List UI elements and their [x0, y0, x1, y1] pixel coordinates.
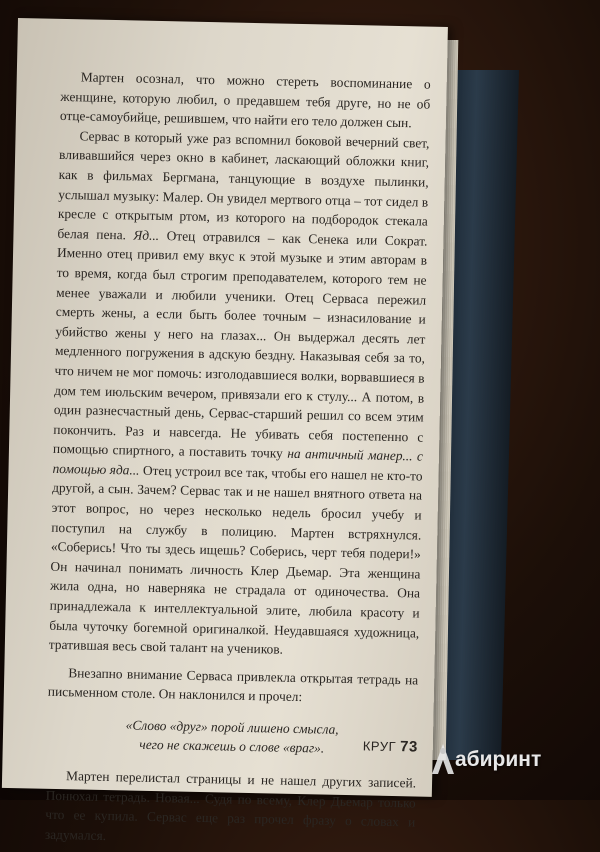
paragraph-2-cont: Отец отравился – как Сенека или Сократ. Именно отец привил ему вкус к этой музыке и этим авторам в то время, когда был строгим преподавателем, которого тем не менее уважали и любили ученики. Отец Серваса пережил смерть жены, а если быть более точным – изнасилование и убийство жены у него на глазах... Он выдержал десять лет медленного погружения в адскую бездну. Наказывая себя за то, что ничем не мог помочь: изголодавшиеся волки, ворвавшиеся в дом тем июльским вечером, привязали его к стулу... А потом, в один разнесчастный день, Сервас-старший решил со всем этим покончить. Раз и навсегда. Не убивать себя постепенно с помощью спиртного, а поставить точку — [52, 227, 428, 461]
paragraph-2-text: Сервас в который уже раз вспомнил боковой вечерний свет, вливавшийся через окно в кабинет, ласкающий обложки книг, как в фильмах Бергмана, танцующие в воздухе пылинки, услышал музыку: Малер. Он увидел мертвого отца – тот сидел в кресле с открытым ртом, из которого на подбородок стекала белая пена. — [57, 128, 430, 243]
quote-line-2: чего не скажешь о слове «враг». — [139, 736, 325, 756]
page-footer — [363, 737, 418, 755]
page-text — [45, 67, 431, 852]
paragraph-4: Мартен перелистал страницы и не нашел других записей. Понюхал тетрадь. Новая... Судя по всему, Клер Дьемар только что ее купила. Сервас еще раз прочел фразу о словах и задумался. — [44, 768, 417, 843]
labirint-logo-text: абиринт — [455, 748, 542, 771]
book-page — [2, 18, 448, 843]
running-head: КРУГ — [362, 738, 397, 755]
paragraph-2 — [49, 126, 430, 663]
italic-yad: Яд... — [133, 227, 160, 243]
paragraph-2-end: Отец устроил все так, чтобы его нашел не кто-то другой, а сын. Зачем? Сервас так и не нашел внятного ответа на этот вопрос, но через несколько недель бросил учебу и поступил на службу в полицию. Мартен встряхнулся. «Соберись! Что ты здесь ищешь? Соберись, черт тебя подери!» Он начинал понимать личность Клер Дьемар. Эта женщина жила одна, но наверняка не страдала от одиночества. Она принадлежала к интеллектуальной элите, любила красоту и была чуточку богемной оригиналкой. Неудавшаяся художница, тратившая весь свой талант на учеников. — [48, 462, 423, 657]
paragraph-1: Мартен осознал, что можно стереть воспоминание о женщине, которую любил, о предавшем тебя друге, но не об отце-самоубийце, решившем, что найти его тело должен сын. — [59, 69, 431, 131]
paragraph-3: Внезапно внимание Серваса привлекла открытая тетрадь на письменном столе. Он наклонился и прочел: — [47, 665, 419, 705]
quote-line-1: «Слово «друг» порой лишено смысла, — [125, 717, 339, 737]
page-number: 73 — [399, 738, 418, 756]
italic-manner: на античный манер... с помощью яда... — [52, 446, 424, 478]
labirint-logo-icon — [430, 742, 456, 776]
